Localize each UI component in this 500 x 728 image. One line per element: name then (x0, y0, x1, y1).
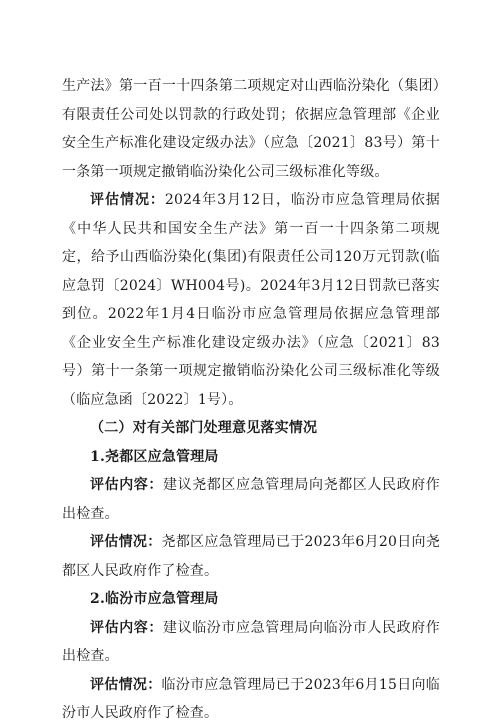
paragraph-yaodu-status (62, 528, 440, 585)
paragraph-text: 尧都区应急管理局已于2023年6月20日向尧都区人民政府作了检查。 (62, 534, 441, 579)
section-heading: （二）对有关部门处理意见落实情况 (90, 420, 318, 436)
subsection-heading-yaodu: 1.尧都区应急管理局 (90, 448, 219, 465)
evaluation-content-label: 评估内容： (90, 477, 163, 493)
paragraph-text: 2024年3月12日，临汾市应急管理局依据《中华人民共和国安全生产法》第一百一十四条第二项规定，给予山西临汾染化(集团)有限责任公司120万元罚款(临应急罚〔2024〕WH004号)。2024年3月12日罚款已落实到位。2022年1月4日临汾市应急管理局依据应急管理部《企业安全生产标准化建设定级办法》（应急〔2021〕83号）第十一条第一项规定撤销临汾染化公司三级标准化等级（临应急函〔2022〕1号）。 (62, 192, 440, 408)
subsection-heading-linfen: 2.临汾市应急管理局 (90, 591, 219, 607)
paragraph-text: 生产法》第一百一十四条第二项规定对山西临汾染化（集团）有限责任公司处以罚款的行政处罚；依据应急管理部《企业安全生产标准化建设定级办法》（应急〔2021〕83号）第十一条第一项规定撤销临汾染化公司三级标准化等级。 (62, 78, 440, 180)
paragraph-evaluation-status (62, 186, 440, 414)
evaluation-content-label: 评估内容： (90, 619, 163, 636)
paragraph-continuation (62, 72, 440, 186)
evaluation-status-label: 评估情况： (90, 192, 165, 208)
paragraph-text: 临汾市应急管理局已于2023年6月15日向临汾市人民政府作了检查。 (62, 676, 441, 721)
paragraph-linfen-status (62, 671, 440, 728)
evaluation-status-label: 评估情况： (90, 534, 162, 550)
paragraph-linfen-content (62, 614, 440, 671)
paragraph-text: 建议临汾市应急管理局向临汾市人民政府作出检查。 (62, 619, 440, 664)
paragraph-yaodu-content (62, 471, 440, 528)
evaluation-status-label: 评估情况： (90, 676, 162, 693)
paragraph-text: 建议尧都区应急管理局向尧都区人民政府作出检查。 (62, 477, 440, 522)
